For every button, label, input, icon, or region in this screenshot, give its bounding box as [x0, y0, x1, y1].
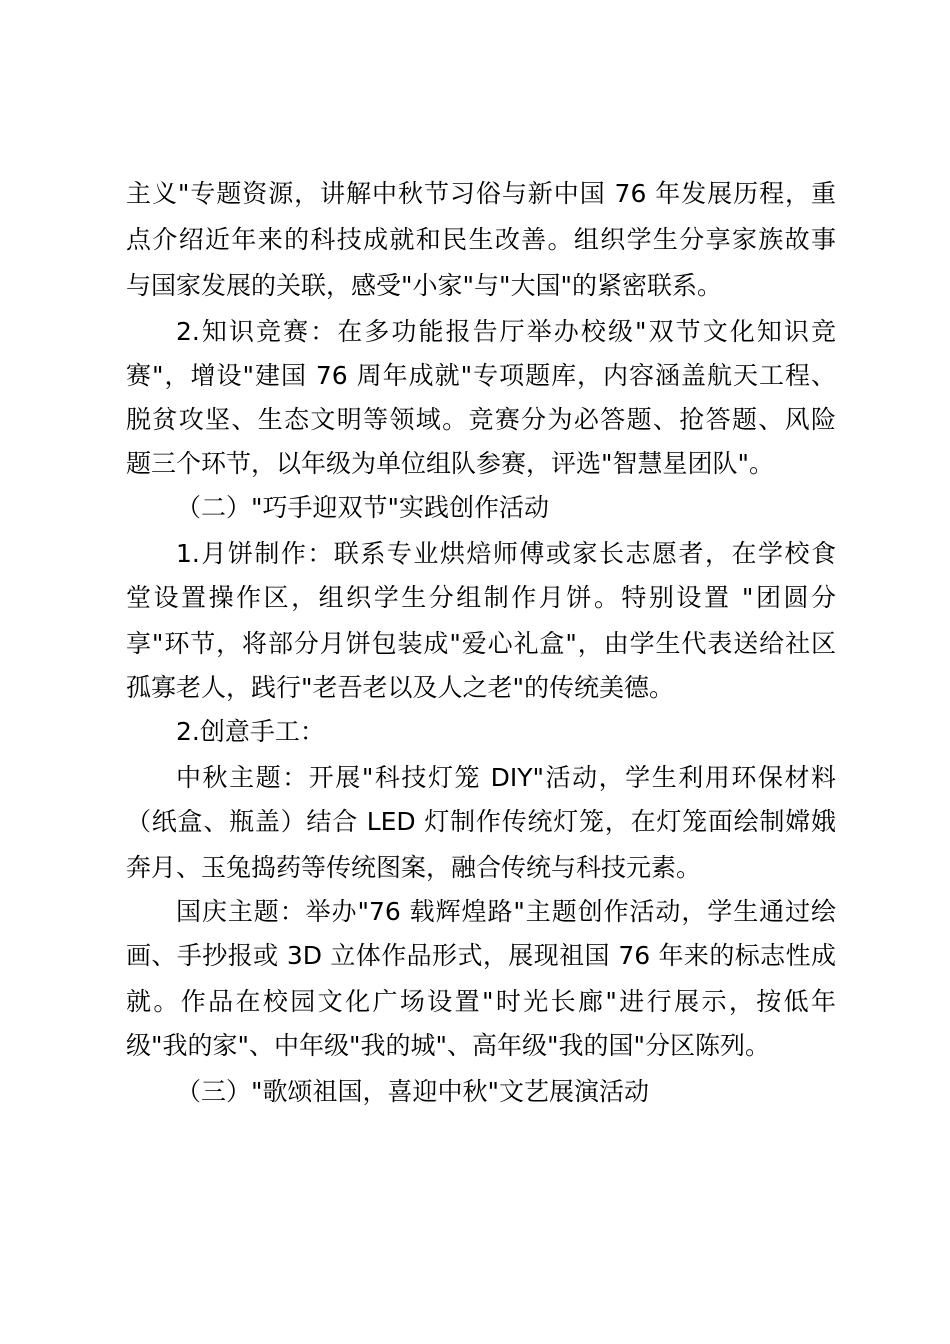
section-heading: （二）"巧手迎双节"实践创作活动 [176, 493, 549, 522]
body-text-line: 级"我的家"、中年级"我的城"、高年级"我的国"分区陈列。 [126, 1031, 770, 1060]
body-text-line: 国庆主题：举办"76 载辉煌路"主题创作活动，学生通过绘 [176, 897, 836, 926]
body-text-line: 与国家发展的关联，感受"小家"与"大国"的紧密联系。 [126, 271, 722, 300]
body-text-line: 点介绍近年来的科技成就和民生改善。组织学生分享家族故事 [126, 225, 836, 254]
section-item-heading: 1.月饼制作：联系专业烘焙师傅或家长志愿者，在学校食 [176, 539, 836, 568]
body-text-line: 中秋主题：开展"科技灯笼 DIY"活动，学生利用环保材料 [176, 763, 836, 792]
body-text-line: 孤寡老人，践行"老吾老以及人之老"的传统美德。 [126, 673, 674, 702]
body-text-line: 赛"，增设"建国 76 周年成就"专项题库，内容涵盖航天工程、 [126, 361, 836, 390]
body-text-line: 脱贫攻坚、生态文明等领域。竞赛分为必答题、抢答题、风险 [126, 405, 836, 434]
body-text-line: 画、手抄报或 3D 立体作品形式，展现祖国 76 年来的标志性成 [126, 941, 836, 970]
body-text-line: 奔月、玉兔捣药等传统图案，融合传统与科技元素。 [126, 853, 702, 882]
section-item-heading: 2.知识竞赛：在多功能报告厅举办校级"双节文化知识竞 [176, 317, 836, 346]
body-text-line: 主义"专题资源，讲解中秋节习俗与新中国 76 年发展历程，重 [126, 179, 836, 208]
body-text-line: 堂设置操作区，组织学生分组制作月饼。特别设置 "团圆分 [126, 583, 836, 612]
section-heading: （三）"歌颂祖国，喜迎中秋"文艺展演活动 [176, 1077, 649, 1106]
body-text-line: 题三个环节，以年级为单位组队参赛，评选"智慧星团队"。 [126, 449, 775, 478]
body-text-line: 就。作品在校园文化广场设置"时光长廊"进行展示，按低年 [126, 987, 836, 1016]
body-text-line: 享"环节，将部分月饼包装成"爱心礼盒"，由学生代表送给社区 [126, 629, 836, 658]
section-item-heading: 2.创意手工： [176, 717, 325, 746]
body-text-line: （纸盒、瓶盖）结合 LED 灯制作传统灯笼，在灯笼面绘制嫦娥 [126, 807, 836, 836]
